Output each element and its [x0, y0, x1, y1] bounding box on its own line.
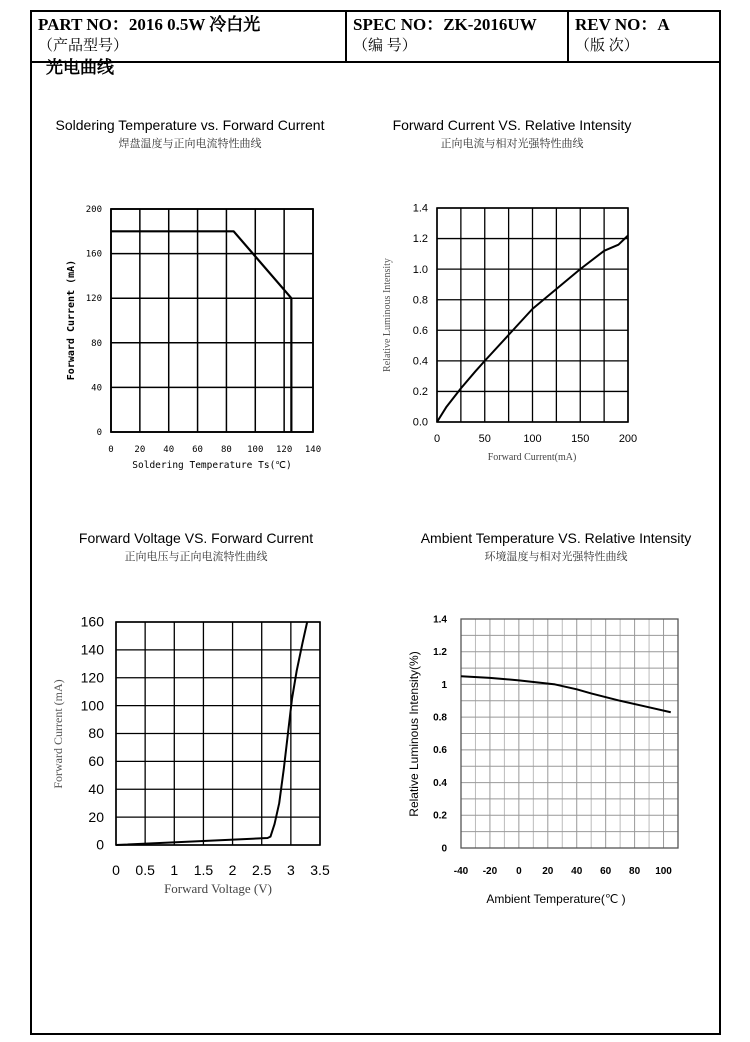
x-axis-label: Ambient Temperature(℃ )	[486, 892, 626, 906]
y-axis-label: Relative Luminous Intensity	[382, 258, 393, 372]
chart4-subtitle: 环境温度与相对光强特性曲线	[484, 551, 628, 563]
y-axis-label: Relative Luminous Intensity(%)	[407, 651, 421, 817]
x-tick-label: 100	[655, 866, 672, 877]
chart3-subtitle: 正向电压与正向电流特性曲线	[124, 551, 268, 563]
y-tick-label: 20	[88, 808, 104, 825]
y-tick-label: 0	[96, 428, 102, 438]
x-tick-label: 100	[247, 445, 264, 455]
x-tick-label: 150	[571, 433, 590, 445]
chart-3	[51, 614, 330, 896]
chart2-subtitle: 正向电流与相对光强特性曲线	[440, 138, 584, 150]
y-tick-label: 1.2	[412, 233, 428, 246]
y-tick-label: 140	[80, 641, 104, 658]
y-tick-label: 0.8	[412, 294, 428, 307]
series-line	[461, 676, 671, 712]
y-tick-label: 1.2	[433, 647, 447, 659]
y-tick-label: 60	[88, 753, 104, 770]
x-tick-label: 1.5	[193, 862, 214, 878]
chart-2	[382, 203, 637, 463]
x-tick-label: 0.5	[135, 862, 155, 878]
y-tick-label: 160	[80, 613, 104, 630]
x-tick-label: -20	[482, 866, 498, 877]
y-tick-label: 0.2	[412, 386, 428, 399]
x-tick-label: 0	[433, 433, 441, 445]
y-tick-label: 120	[80, 669, 104, 686]
y-tick-label: 0.6	[433, 745, 447, 757]
y-axis-label: Forward Current (mA)	[66, 259, 77, 381]
x-tick-label: 200	[618, 433, 638, 445]
y-tick-label: 1.4	[412, 202, 428, 215]
section-title: 光电曲线	[46, 58, 114, 78]
x-tick-label: 0	[516, 866, 522, 877]
x-axis-label: Soldering Temperature Ts(℃)	[132, 460, 292, 471]
rev-no: REV NO：A	[575, 15, 670, 34]
chart-4	[407, 614, 678, 906]
y-tick-label: 80	[91, 338, 102, 349]
x-tick-label: 0	[108, 445, 114, 455]
x-tick-label: 2	[228, 862, 237, 878]
chart-1	[66, 205, 321, 471]
y-tick-label: 120	[85, 294, 102, 305]
x-axis-label: Forward Current(mA)	[487, 452, 577, 463]
x-tick-label: 80	[221, 445, 232, 455]
y-tick-label: 0.6	[412, 324, 428, 337]
y-tick-label: 40	[88, 780, 104, 797]
x-tick-label: 20	[542, 866, 554, 877]
plot-border	[111, 209, 313, 432]
y-tick-label: 0.8	[433, 712, 447, 724]
x-tick-label: 3	[286, 862, 295, 878]
chart1-title: Soldering Temperature vs. Forward Current	[55, 117, 325, 133]
y-tick-label: 0.2	[433, 810, 447, 822]
y-tick-label: 160	[85, 249, 102, 260]
y-tick-label: 0.4	[412, 355, 428, 368]
x-tick-label: 140	[304, 445, 322, 455]
y-tick-label: 0.0	[412, 416, 428, 429]
y-tick-label: 0	[96, 836, 104, 853]
x-tick-label: 60	[192, 445, 203, 455]
y-tick-label: 1.0	[412, 263, 428, 276]
x-tick-label: 0	[112, 862, 120, 878]
chart1-subtitle: 焊盘温度与正向电流特性曲线	[118, 138, 262, 150]
spec-no-sub: （编 号）	[353, 38, 417, 54]
y-tick-label: 200	[85, 205, 102, 215]
x-tick-label: 50	[478, 433, 491, 445]
x-tick-label: 1	[170, 862, 179, 878]
y-tick-label: 1	[441, 679, 447, 691]
part-no-sub: （产品型号）	[38, 38, 129, 54]
x-tick-label: 80	[629, 866, 641, 877]
x-tick-label: 120	[276, 445, 293, 455]
x-tick-label: 2.5	[251, 862, 272, 878]
x-tick-label: 100	[523, 433, 542, 445]
y-tick-label: 80	[88, 725, 104, 742]
x-axis-label: Forward Voltage (V)	[164, 881, 272, 896]
y-axis-label: Forward Current (mA)	[51, 679, 65, 789]
x-tick-label: 40	[163, 445, 175, 455]
spec-no: SPEC NO：ZK-2016UW	[353, 15, 537, 34]
x-tick-label: 60	[600, 866, 612, 877]
rev-no-sub: （版 次）	[575, 38, 639, 54]
x-tick-label: -40	[453, 866, 469, 877]
y-tick-label: 1.4	[433, 614, 447, 626]
part-no: PART NO：2016 0.5W 冷白光	[38, 15, 261, 34]
x-tick-label: 3.5	[310, 862, 330, 878]
chart4-title: Ambient Temperature VS. Relative Intensity	[420, 530, 692, 546]
y-tick-label: 0	[441, 843, 447, 855]
x-tick-label: 40	[571, 866, 583, 877]
chart3-title: Forward Voltage VS. Forward Current	[78, 530, 314, 546]
y-tick-label: 100	[80, 697, 104, 714]
series-line	[111, 231, 291, 432]
y-tick-label: 40	[91, 383, 102, 394]
chart2-title: Forward Current VS. Relative Intensity	[392, 117, 632, 133]
x-tick-label: 20	[134, 445, 146, 455]
y-tick-label: 0.4	[433, 777, 447, 789]
